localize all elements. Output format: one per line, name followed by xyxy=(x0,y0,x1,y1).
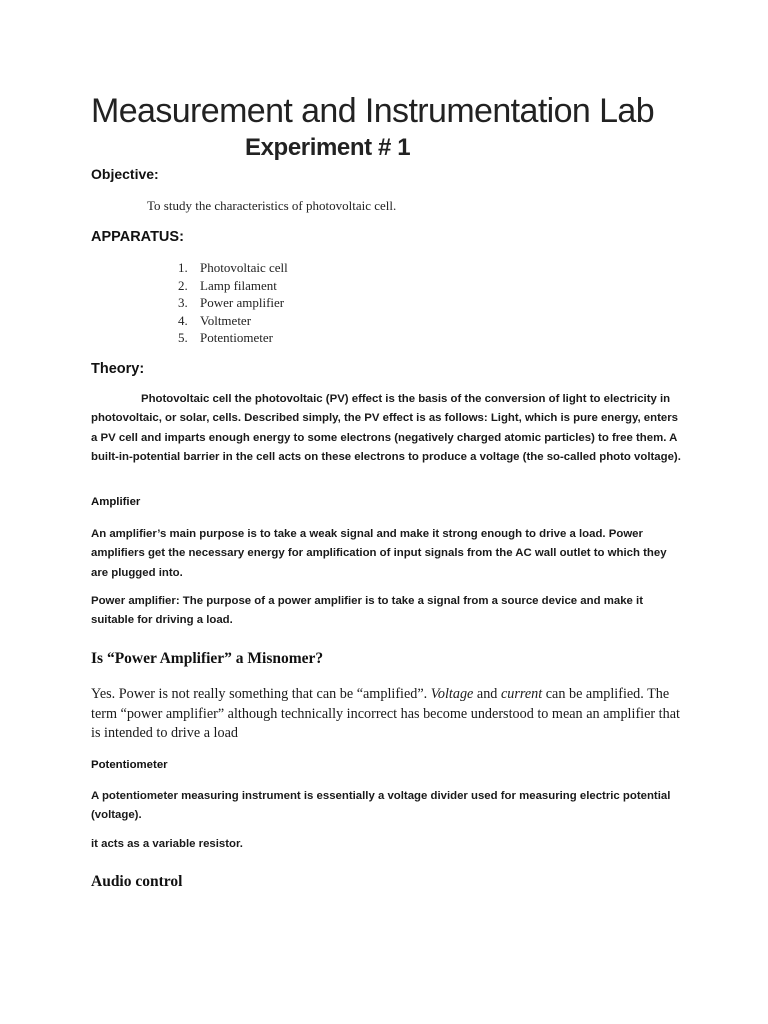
apparatus-list xyxy=(178,259,288,347)
list-item xyxy=(178,294,288,312)
list-item-label: Potentiometer xyxy=(200,330,273,345)
misnomer-paragraph xyxy=(91,685,691,744)
objective-text: To study the characteristics of photovoltaic cell. xyxy=(147,198,397,213)
amplifier-heading: Amplifier xyxy=(91,496,141,508)
power-amplifier-text: The purpose of a power amplifier is to take a signal from a source device and make it suitable for driving a load. xyxy=(91,595,643,627)
apparatus-heading: APPARATUS: xyxy=(91,229,184,245)
list-item xyxy=(178,277,288,295)
list-item-number: 2. xyxy=(178,277,188,293)
page-title: Measurement and Instrumentation Lab xyxy=(91,92,655,130)
theory-heading: Theory: xyxy=(91,361,145,377)
objective-heading: Objective: xyxy=(91,166,159,182)
power-amplifier-paragraph xyxy=(91,592,681,631)
list-item-label: Power amplifier xyxy=(200,295,285,310)
potentiometer-paragraph: A potentiometer measuring instrument is essentially a voltage divider used for measuring electric potential (voltage). xyxy=(91,790,671,822)
theory-paragraph: Photovoltaic cell the photovoltaic (PV) effect is the basis of the conversion of light to electricity in photovoltaic, or solar, cells. Described simply, the PV effect is as follows: Light, which is pure energy, enters a PV cell and imparts enough energy to some electrons (negatively charged atomic particles) to free them. A built-in-potential barrier in the cell acts on these electrons to produce a voltage (the so-called photo voltage). xyxy=(91,393,681,463)
list-item-label: Lamp filament xyxy=(200,277,277,293)
list-item-label: Photovoltaic cell xyxy=(200,260,288,275)
experiment-subtitle: Experiment # 1 xyxy=(245,134,411,161)
list-item xyxy=(178,329,288,347)
audio-control-heading: Audio control xyxy=(91,873,183,890)
list-item-number: 1. xyxy=(178,260,188,275)
power-amplifier-label: Power amplifier: xyxy=(91,595,180,607)
list-item xyxy=(178,259,288,277)
list-item-number: 5. xyxy=(178,330,188,345)
amplifier-paragraph: An amplifier’s main purpose is to take a weak signal and make it strong enough to drive a load. Power amplifiers get the necessary energy for amplification of input signals from the AC wall outlet to which they are plugged into. xyxy=(91,528,667,579)
misnomer-text-2: and xyxy=(473,686,501,702)
misnomer-text-3: can be amplified. The term “power amplifier” although technically incorrect has become understood to mean an amplifier that is intended to drive a load xyxy=(91,686,680,741)
misnomer-italic-voltage: Voltage xyxy=(430,686,474,702)
list-item-label: Voltmeter xyxy=(200,312,252,328)
potentiometer-heading: Potentiometer xyxy=(91,759,168,771)
misnomer-italic-current: current xyxy=(500,686,543,702)
list-item-number: 4. xyxy=(178,312,188,328)
misnomer-heading: Is “Power Amplifier” a Misnomer? xyxy=(91,650,324,667)
list-item-number: 3. xyxy=(178,295,188,310)
potentiometer-note: it acts as a variable resistor. xyxy=(91,838,243,850)
list-item xyxy=(178,312,288,330)
misnomer-text-1: Yes. Power is not really something that can be “amplified”. xyxy=(91,686,431,702)
